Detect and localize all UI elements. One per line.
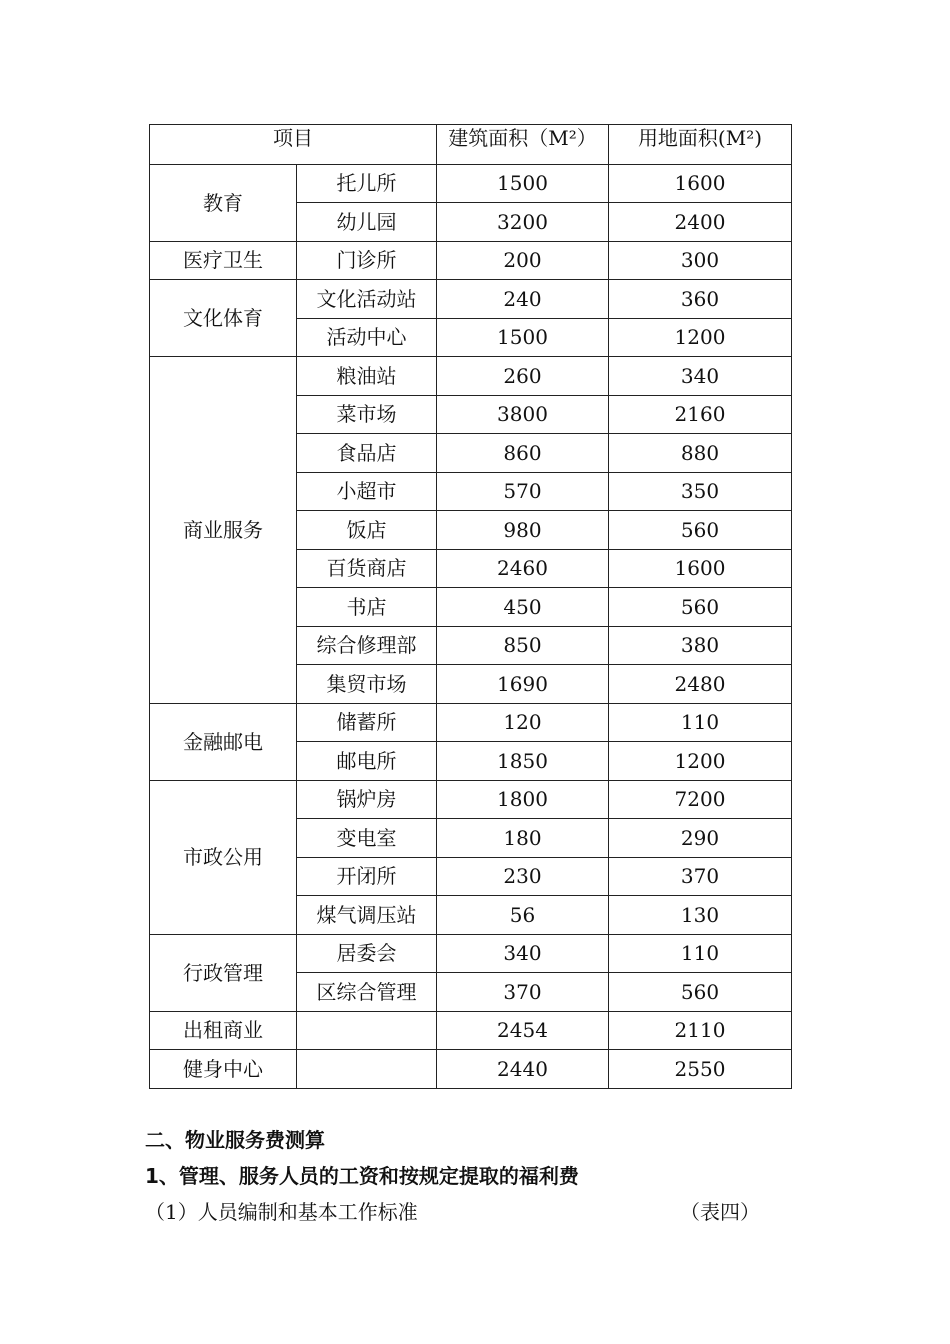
item-cell: 开闭所 bbox=[297, 857, 437, 896]
land-area-cell: 370 bbox=[609, 857, 792, 896]
item-cell: 活动中心 bbox=[297, 318, 437, 357]
building-area-cell: 56 bbox=[437, 896, 609, 935]
paragraph-staffing: （1）人员编制和基本工作标准 bbox=[145, 1200, 418, 1224]
item-cell: 小超市 bbox=[297, 472, 437, 511]
facilities-area-table bbox=[149, 124, 792, 1089]
table-header-row bbox=[150, 125, 792, 165]
land-area-cell: 380 bbox=[609, 626, 792, 665]
item-cell: 粮油站 bbox=[297, 357, 437, 396]
land-area-cell: 360 bbox=[609, 280, 792, 319]
item-cell bbox=[297, 1050, 437, 1089]
item-cell: 幼儿园 bbox=[297, 203, 437, 242]
item-cell bbox=[297, 1011, 437, 1050]
building-area-cell: 120 bbox=[437, 703, 609, 742]
building-area-cell: 370 bbox=[437, 973, 609, 1012]
header-building-area: 建筑面积（M²） bbox=[437, 125, 609, 165]
land-area-cell: 290 bbox=[609, 819, 792, 858]
item-cell: 锅炉房 bbox=[297, 780, 437, 819]
land-area-cell: 880 bbox=[609, 434, 792, 473]
item-cell: 邮电所 bbox=[297, 742, 437, 781]
section-heading: 二、物业服务费测算 bbox=[145, 1128, 325, 1152]
building-area-cell: 260 bbox=[437, 357, 609, 396]
category-cell: 商业服务 bbox=[150, 357, 297, 704]
category-cell: 健身中心 bbox=[150, 1050, 297, 1089]
land-area-cell: 300 bbox=[609, 241, 792, 280]
land-area-cell: 560 bbox=[609, 973, 792, 1012]
item-cell: 百货商店 bbox=[297, 549, 437, 588]
building-area-cell: 3800 bbox=[437, 395, 609, 434]
building-area-cell: 1800 bbox=[437, 780, 609, 819]
category-cell: 市政公用 bbox=[150, 780, 297, 934]
land-area-cell: 110 bbox=[609, 703, 792, 742]
category-cell: 行政管理 bbox=[150, 934, 297, 1011]
item-cell: 区综合管理 bbox=[297, 973, 437, 1012]
land-area-cell: 1200 bbox=[609, 318, 792, 357]
land-area-cell: 2400 bbox=[609, 203, 792, 242]
building-area-cell: 860 bbox=[437, 434, 609, 473]
header-item: 项目 bbox=[150, 125, 437, 165]
item-cell: 综合修理部 bbox=[297, 626, 437, 665]
building-area-cell: 570 bbox=[437, 472, 609, 511]
land-area-cell: 560 bbox=[609, 588, 792, 627]
table-row bbox=[150, 280, 792, 319]
land-area-cell: 2480 bbox=[609, 665, 792, 704]
table-reference: （表四） bbox=[680, 1200, 760, 1224]
table-row bbox=[150, 1011, 792, 1050]
building-area-cell: 180 bbox=[437, 819, 609, 858]
item-cell: 托儿所 bbox=[297, 164, 437, 203]
land-area-cell: 1600 bbox=[609, 549, 792, 588]
land-area-cell: 2110 bbox=[609, 1011, 792, 1050]
building-area-cell: 230 bbox=[437, 857, 609, 896]
building-area-cell: 240 bbox=[437, 280, 609, 319]
land-area-cell: 2160 bbox=[609, 395, 792, 434]
building-area-cell: 1500 bbox=[437, 318, 609, 357]
subsection-heading: 1、管理、服务人员的工资和按规定提取的福利费 bbox=[145, 1164, 579, 1188]
building-area-cell: 2460 bbox=[437, 549, 609, 588]
table-row bbox=[150, 357, 792, 396]
item-cell: 文化活动站 bbox=[297, 280, 437, 319]
land-area-cell: 1600 bbox=[609, 164, 792, 203]
table-row bbox=[150, 934, 792, 973]
category-cell: 金融邮电 bbox=[150, 703, 297, 780]
land-area-cell: 340 bbox=[609, 357, 792, 396]
item-cell: 饭店 bbox=[297, 511, 437, 550]
building-area-cell: 2454 bbox=[437, 1011, 609, 1050]
land-area-cell: 130 bbox=[609, 896, 792, 935]
item-cell: 居委会 bbox=[297, 934, 437, 973]
category-cell: 出租商业 bbox=[150, 1011, 297, 1050]
building-area-cell: 450 bbox=[437, 588, 609, 627]
land-area-cell: 2550 bbox=[609, 1050, 792, 1089]
land-area-cell: 110 bbox=[609, 934, 792, 973]
table-row bbox=[150, 1050, 792, 1089]
building-area-cell: 2440 bbox=[437, 1050, 609, 1089]
building-area-cell: 1850 bbox=[437, 742, 609, 781]
building-area-cell: 340 bbox=[437, 934, 609, 973]
category-cell: 教育 bbox=[150, 164, 297, 241]
item-cell: 储蓄所 bbox=[297, 703, 437, 742]
land-area-cell: 7200 bbox=[609, 780, 792, 819]
item-cell: 煤气调压站 bbox=[297, 896, 437, 935]
item-cell: 书店 bbox=[297, 588, 437, 627]
header-land-area: 用地面积(M²) bbox=[609, 125, 792, 165]
table-row bbox=[150, 703, 792, 742]
building-area-cell: 1690 bbox=[437, 665, 609, 704]
table-row bbox=[150, 164, 792, 203]
item-cell: 集贸市场 bbox=[297, 665, 437, 704]
category-cell: 文化体育 bbox=[150, 280, 297, 357]
land-area-cell: 1200 bbox=[609, 742, 792, 781]
item-cell: 菜市场 bbox=[297, 395, 437, 434]
building-area-cell: 3200 bbox=[437, 203, 609, 242]
land-area-cell: 560 bbox=[609, 511, 792, 550]
building-area-cell: 980 bbox=[437, 511, 609, 550]
building-area-cell: 200 bbox=[437, 241, 609, 280]
table-row bbox=[150, 241, 792, 280]
land-area-cell: 350 bbox=[609, 472, 792, 511]
category-cell: 医疗卫生 bbox=[150, 241, 297, 280]
table-row bbox=[150, 780, 792, 819]
item-cell: 食品店 bbox=[297, 434, 437, 473]
item-cell: 变电室 bbox=[297, 819, 437, 858]
item-cell: 门诊所 bbox=[297, 241, 437, 280]
building-area-cell: 850 bbox=[437, 626, 609, 665]
building-area-cell: 1500 bbox=[437, 164, 609, 203]
